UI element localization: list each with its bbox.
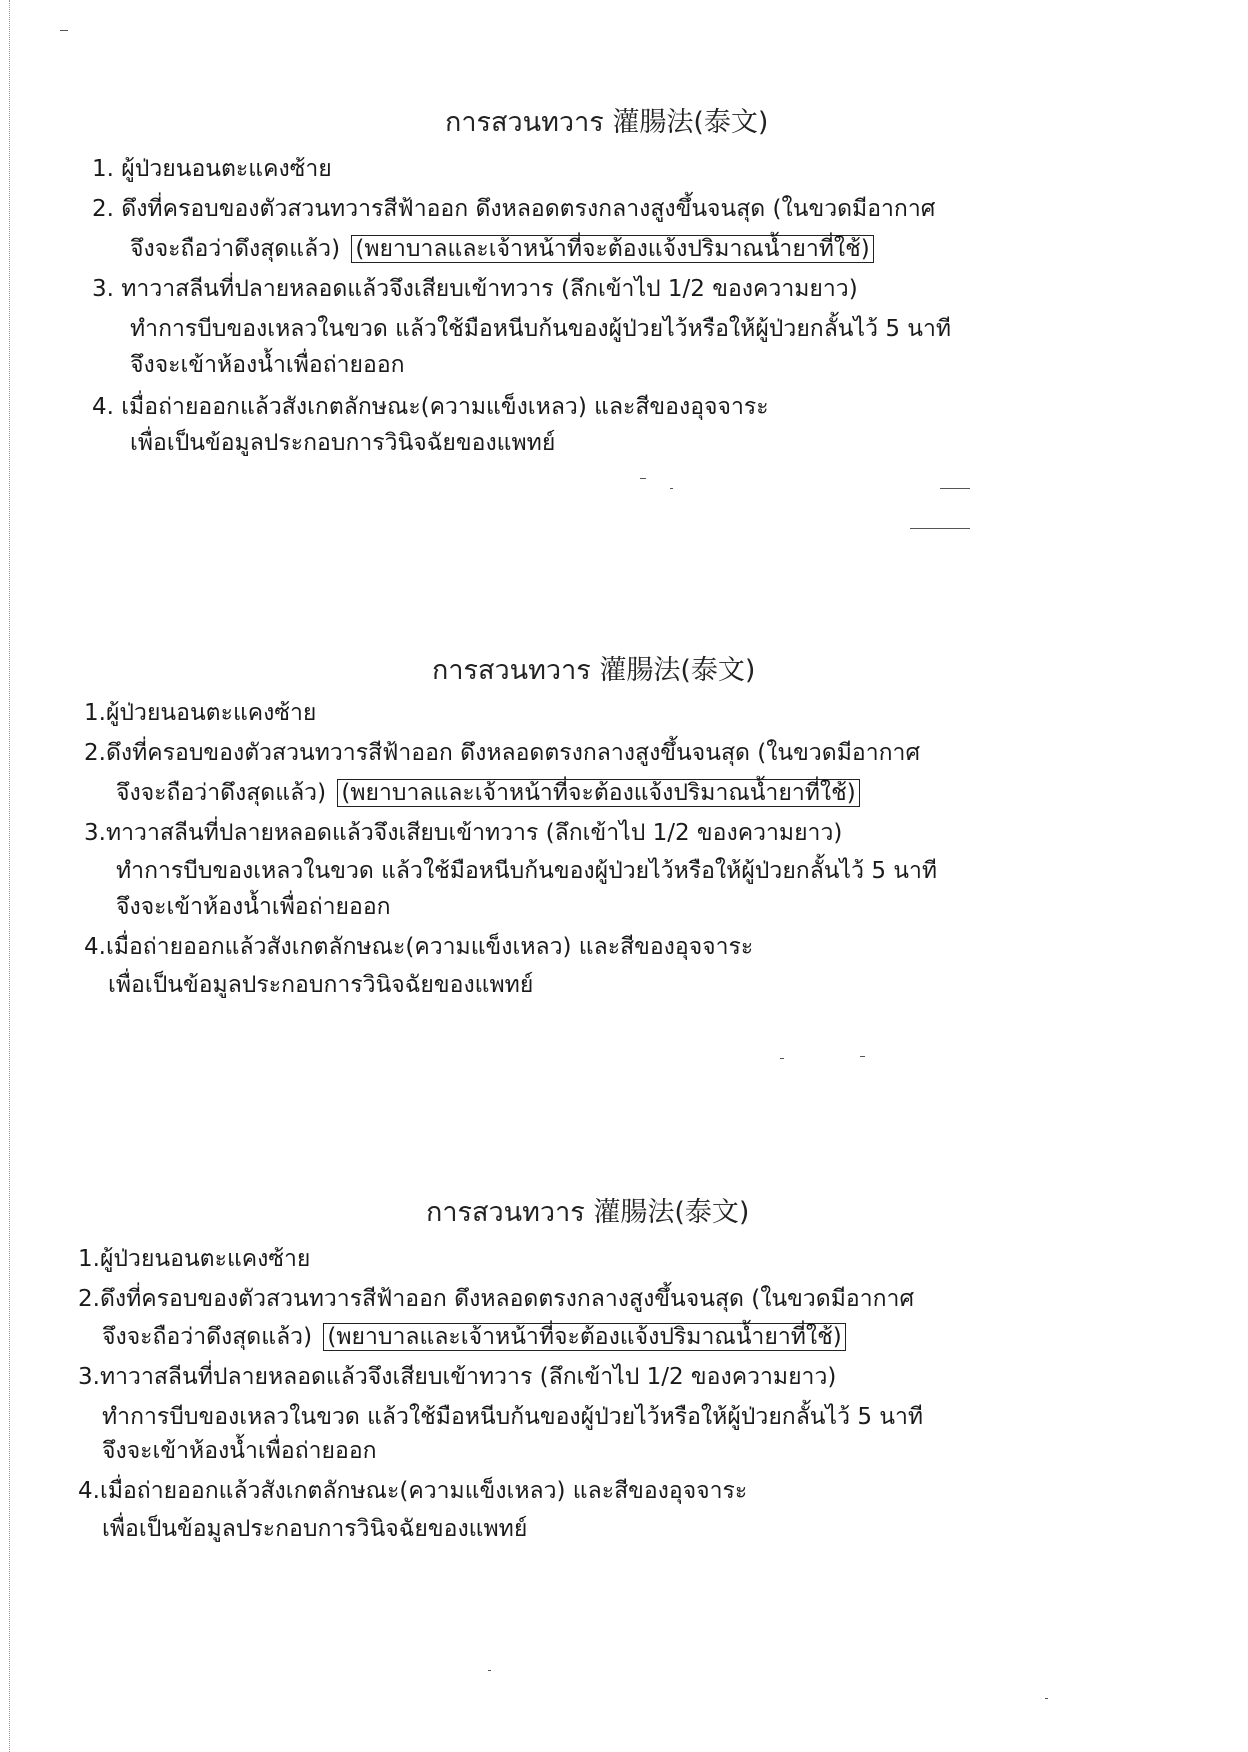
step-1-line-1 <box>84 698 316 728</box>
step-3-line-2 <box>116 856 937 886</box>
step-3-line-3 <box>130 350 405 380</box>
step-4-line-2 <box>130 428 555 458</box>
step-number: 4. <box>92 394 114 420</box>
step-1-line-1 <box>92 154 332 184</box>
nurse-notice-box: (พยาบาลและเจ้าหน้าที่จะต้องแจ้งปริมาณน้ำยาที่ใช้) <box>323 1323 845 1351</box>
step-number: 3. <box>84 820 106 846</box>
step-text: จึงจะเข้าห้องน้ำเพื่อถ่ายออก <box>116 894 391 920</box>
step-2-line-2 <box>130 234 874 264</box>
step-number: 2. <box>92 196 114 222</box>
scan-speck <box>60 30 68 31</box>
scan-speck <box>670 488 673 489</box>
step-number: 4. <box>84 934 106 960</box>
step-text: ทำการบีบของเหลวในขวด แล้วใช้มือหนีบก้นของผู้ป่วยไว้หรือให้ผู้ป่วยกลั้นไว้ 5 นาที <box>130 316 952 342</box>
step-number: 3. <box>78 1364 100 1390</box>
step-number: 3. <box>92 276 114 302</box>
scan-speck <box>1045 1698 1048 1699</box>
step-2-line-1 <box>84 738 920 768</box>
step-2-line-1 <box>78 1284 914 1314</box>
step-number: 2. <box>78 1286 100 1312</box>
scan-edge-line <box>9 0 10 1752</box>
step-text: ผู้ป่วยนอนตะแคงซ้าย <box>121 156 332 182</box>
step-number: 1. <box>84 700 106 726</box>
step-text: จึงจะเข้าห้องน้ำเพื่อถ่ายออก <box>130 352 405 378</box>
scan-speck <box>940 488 970 489</box>
step-1-line-1 <box>78 1244 310 1274</box>
step-text: ทำการบีบของเหลวในขวด แล้วใช้มือหนีบก้นของผู้ป่วยไว้หรือให้ผู้ป่วยกลั้นไว้ 5 นาที <box>102 1404 924 1430</box>
step-text: ผู้ป่วยนอนตะแคงซ้าย <box>99 1246 311 1272</box>
step-number: 1. <box>92 156 114 182</box>
step-text: ทาวาสลีนที่ปลายหลอดแล้วจึงเสียบเข้าทวาร (ลึกเข้าไป 1/2 ของความยาว) <box>121 276 858 302</box>
step-4-line-1 <box>78 1476 747 1506</box>
nurse-notice-box: (พยาบาลและเจ้าหน้าที่จะต้องแจ้งปริมาณน้ำยาที่ใช้) <box>337 779 859 807</box>
nurse-notice-box: (พยาบาลและเจ้าหน้าที่จะต้องแจ้งปริมาณน้ำยาที่ใช้) <box>351 235 873 263</box>
step-3-line-1 <box>78 1362 836 1392</box>
step-text: เพื่อเป็นข้อมูลประกอบการวินิจฉัยของแพทย์ <box>108 972 534 998</box>
step-text: เมื่อถ่ายออกแล้วสังเกตลักษณะ(ความแข็งเหลว) และสีของอุจจาระ <box>121 394 769 420</box>
scan-speck <box>488 1670 491 1671</box>
step-text: ดึงที่ครอบของตัวสวนทวารสีฟ้าออก ดึงหลอดตรงกลางสูงขึ้นจนสุด (ในขวดมีอากาศ <box>105 740 921 766</box>
step-2-line-2 <box>102 1322 846 1352</box>
scan-speck <box>910 528 970 529</box>
step-3-line-2 <box>102 1402 923 1432</box>
step-text: ผู้ป่วยนอนตะแคงซ้าย <box>105 700 317 726</box>
step-text: ทำการบีบของเหลวในขวด แล้วใช้มือหนีบก้นของผู้ป่วยไว้หรือให้ผู้ป่วยกลั้นไว้ 5 นาที <box>116 858 938 884</box>
step-text: จึงจะถือว่าดึงสุดแล้ว) <box>130 236 341 262</box>
step-3-line-1 <box>92 274 858 304</box>
step-2-line-2 <box>116 778 860 808</box>
step-text: จึงจะถือว่าดึงสุดแล้ว) <box>102 1324 313 1350</box>
step-text: เมื่อถ่ายออกแล้วสังเกตลักษณะ(ความแข็งเหลว) และสีของอุจจาระ <box>105 934 754 960</box>
scan-speck <box>860 1056 865 1057</box>
step-text: เมื่อถ่ายออกแล้วสังเกตลักษณะ(ความแข็งเหลว) และสีของอุจจาระ <box>99 1478 748 1504</box>
step-text: ทาวาสลีนที่ปลายหลอดแล้วจึงเสียบเข้าทวาร (ลึกเข้าไป 1/2 ของความยาว) <box>99 1364 837 1390</box>
section-title: การสวนทวาร 灌腸法(泰文) <box>445 107 769 138</box>
step-text: ทาวาสลีนที่ปลายหลอดแล้วจึงเสียบเข้าทวาร (ลึกเข้าไป 1/2 ของความยาว) <box>105 820 843 846</box>
step-3-line-1 <box>84 818 842 848</box>
step-4-line-1 <box>84 932 753 962</box>
step-2-line-1 <box>92 194 935 224</box>
step-text: จึงจะเข้าห้องน้ำเพื่อถ่ายออก <box>102 1438 377 1464</box>
step-text: จึงจะถือว่าดึงสุดแล้ว) <box>116 780 327 806</box>
step-text: ดึงที่ครอบของตัวสวนทวารสีฟ้าออก ดึงหลอดตรงกลางสูงขึ้นจนสุด (ในขวดมีอากาศ <box>99 1286 915 1312</box>
section-title: การสวนทวาร 灌腸法(泰文) <box>432 655 756 686</box>
scan-speck <box>640 478 646 479</box>
step-3-line-3 <box>116 892 391 922</box>
step-3-line-2 <box>130 314 951 344</box>
step-number: 1. <box>78 1246 100 1272</box>
step-text: เพื่อเป็นข้อมูลประกอบการวินิจฉัยของแพทย์ <box>130 430 556 456</box>
step-3-line-3 <box>102 1436 377 1466</box>
step-4-line-2 <box>108 970 533 1000</box>
step-number: 2. <box>84 740 106 766</box>
step-4-line-1 <box>92 392 769 422</box>
step-4-line-2 <box>102 1514 527 1544</box>
section-title: การสวนทวาร 灌腸法(泰文) <box>426 1197 750 1228</box>
scan-speck <box>780 1058 784 1059</box>
step-number: 4. <box>78 1478 100 1504</box>
step-text: เพื่อเป็นข้อมูลประกอบการวินิจฉัยของแพทย์ <box>102 1516 528 1542</box>
step-text: ดึงที่ครอบของตัวสวนทวารสีฟ้าออก ดึงหลอดตรงกลางสูงขึ้นจนสุด (ในขวดมีอากาศ <box>121 196 936 222</box>
